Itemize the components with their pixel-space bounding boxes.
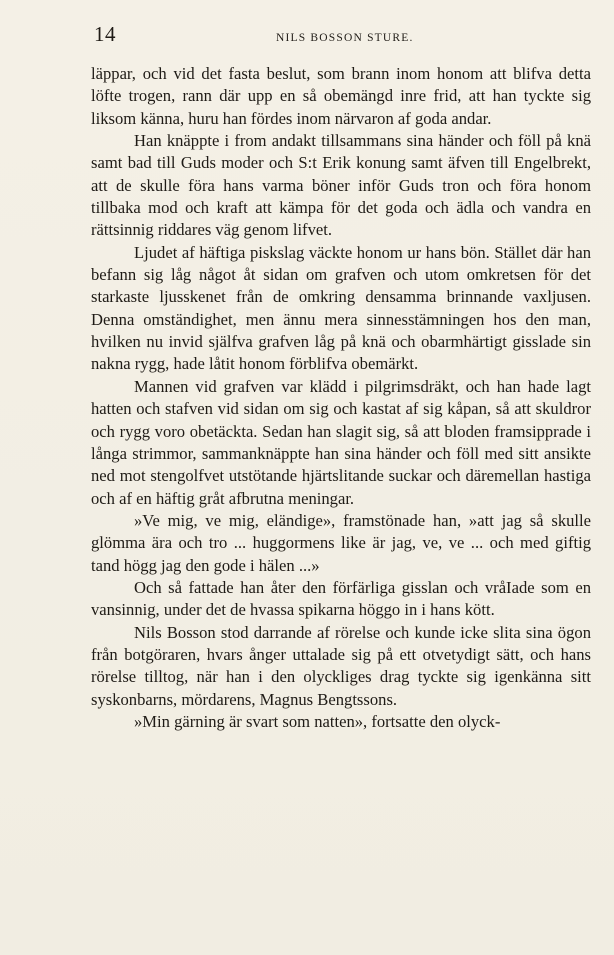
page-header bbox=[94, 22, 584, 48]
paragraph-4: Mannen vid grafven var klädd i pilgrimsdräkt, och han hade lagt hatten och stafven vid sidan om sig och kastat af sig kåpan, så att skuldror och rygg voro obetäckta. Sedan han slagit sig, så att bloden framsipprade i långa strimmor, sammanknäppte han sina händer och föll med sitt ansikte ned mot stengolfvet utstötande hjärtslitande suckar och däremellan hastiga och af en häftig gråt afbrutna meningar. bbox=[91, 376, 591, 508]
running-head: NILS BOSSON STURE. bbox=[276, 32, 414, 44]
paragraph-2: Han knäppte i from andakt tillsammans sina händer och föll på knä samt bad till Guds moder och S:t Erik konung samt äfven till Engelbrekt, att de skulle föra hans varma böner inför Guds tron och föra honom tillbaka mod och kraft att kämpa för det goda och ädla och vandra en rättsinnig riddares väg genom lifvet. bbox=[91, 131, 591, 240]
paragraph-1: läppar, och vid det fasta beslut, som brann inom honom att blifva detta löfte trogen, rann där upp en så obemängd inre frid, att han tyckte sig liksom känna, huru han fördes inom närvaron af goda andar. bbox=[91, 64, 591, 128]
paragraph-5: »Ve mig, ve mig, eländige», framstönade han, »att jag så skulle glömma ära och tro ... huggormens like är jag, ve, ve ... och med giftig tand högg jag den gode i hälen ...» bbox=[91, 510, 591, 575]
page-number: 14 bbox=[94, 22, 116, 46]
body-text bbox=[91, 63, 591, 733]
paragraph-7: Nils Bosson stod darrande af rörelse och kunde icke slita sina ögon från botgöraren, hvars ånger uttalade sig på ett otvetydigt sätt, och hans rörelse tilltog, när han i den olyckliges drag tyckte sig igenkänna sitt syskonbarns, mördarens, Magnus Bengtssons. bbox=[91, 622, 591, 709]
paragraph-3: Ljudet af häftiga piskslag väckte honom ur hans bön. Stället där han befann sig låg något åt sidan om grafven och utom omkretsen för det starkaste ljusskenet från de omkring densamma brinnande vaxljusen. Denna omständighet, men ännu mera sinnesstämningen hos den man, hvilken nu invid själfva grafven låg på knä och obarmhärtigt gisslade sin nakna rygg, hade låtit honom förblifva obemärkt. bbox=[91, 242, 591, 374]
paragraph-8: »Min gärning är svart som natten», fortsatte den olyck- bbox=[134, 711, 501, 731]
paragraph-6: Och så fattade han åter den förfärliga gisslan och vråIade som en vansinnig, under det de hvassa spikarna höggo in i hans kött. bbox=[91, 577, 591, 620]
